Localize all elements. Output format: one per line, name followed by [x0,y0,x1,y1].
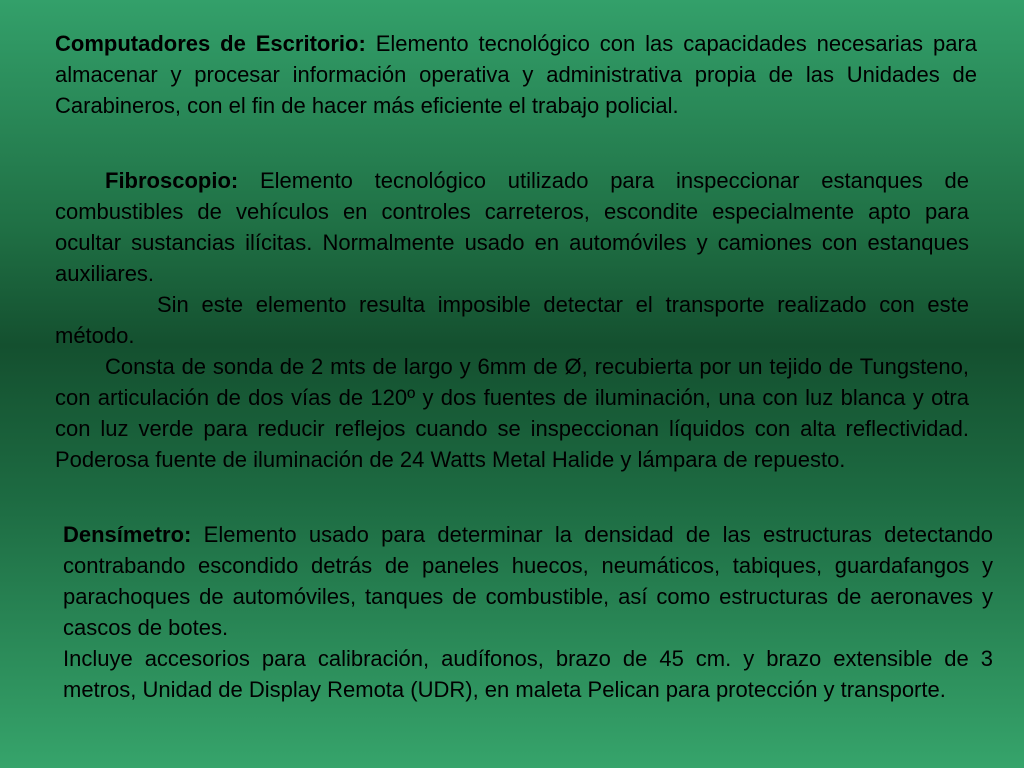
fibroscopio-paragraph-2: Sin este elemento resulta imposible detectar el transporte realizado con este método. [55,292,969,348]
computadores-section [55,28,977,121]
densimetro-section [63,519,993,705]
fibroscopio-section [55,165,969,475]
densimetro-paragraph [63,519,993,643]
fibroscopio-paragraph [55,165,969,289]
computadores-paragraph [55,28,977,121]
fibroscopio-term: Fibroscopio: [105,168,239,193]
computadores-description: Elemento tecnológico con las capacidades necesarias para almacenar y procesar información operativa y administrativa propia de las Unidades de Carabineros, con el fin de hacer más eficiente el trabajo policial. [55,31,977,118]
densimetro-term: Densímetro: [63,522,192,547]
fibroscopio-description: Elemento tecnológico utilizado para inspeccionar estanques de combustibles de vehículos en controles carreteros, escondite especialmente apto para ocultar sustancias ilícitas. Normalmente usado en automóviles y camiones con estanques auxiliares. [55,168,969,286]
fibroscopio-paragraph-3: Consta de sonda de 2 mts de largo y 6mm de Ø, recubierta por un tejido de Tungsteno, con articulación de dos vías de 120º y dos fuentes de iluminación, una con luz blanca y otra con luz verde para reducir reflejos cuando se inspeccionan líquidos con alta reflectividad. Poderosa fuente de iluminación de 24 Watts Metal Halide y lámpara de repuesto. [55,354,969,472]
computadores-term: Computadores de Escritorio: [55,31,366,56]
densimetro-description: Elemento usado para determinar la densidad de las estructuras detectando contrabando escondido detrás de paneles huecos, neumáticos, tabiques, guardafangos y parachoques de automóviles, tanques de combustible, así como estructuras de aeronaves y cascos de botes. [63,522,993,640]
densimetro-paragraph-2: Incluye accesorios para calibración, audífonos, brazo de 45 cm. y brazo extensible de 3 metros, Unidad de Display Remota (UDR), en maleta Pelican para protección y transporte. [63,646,993,702]
